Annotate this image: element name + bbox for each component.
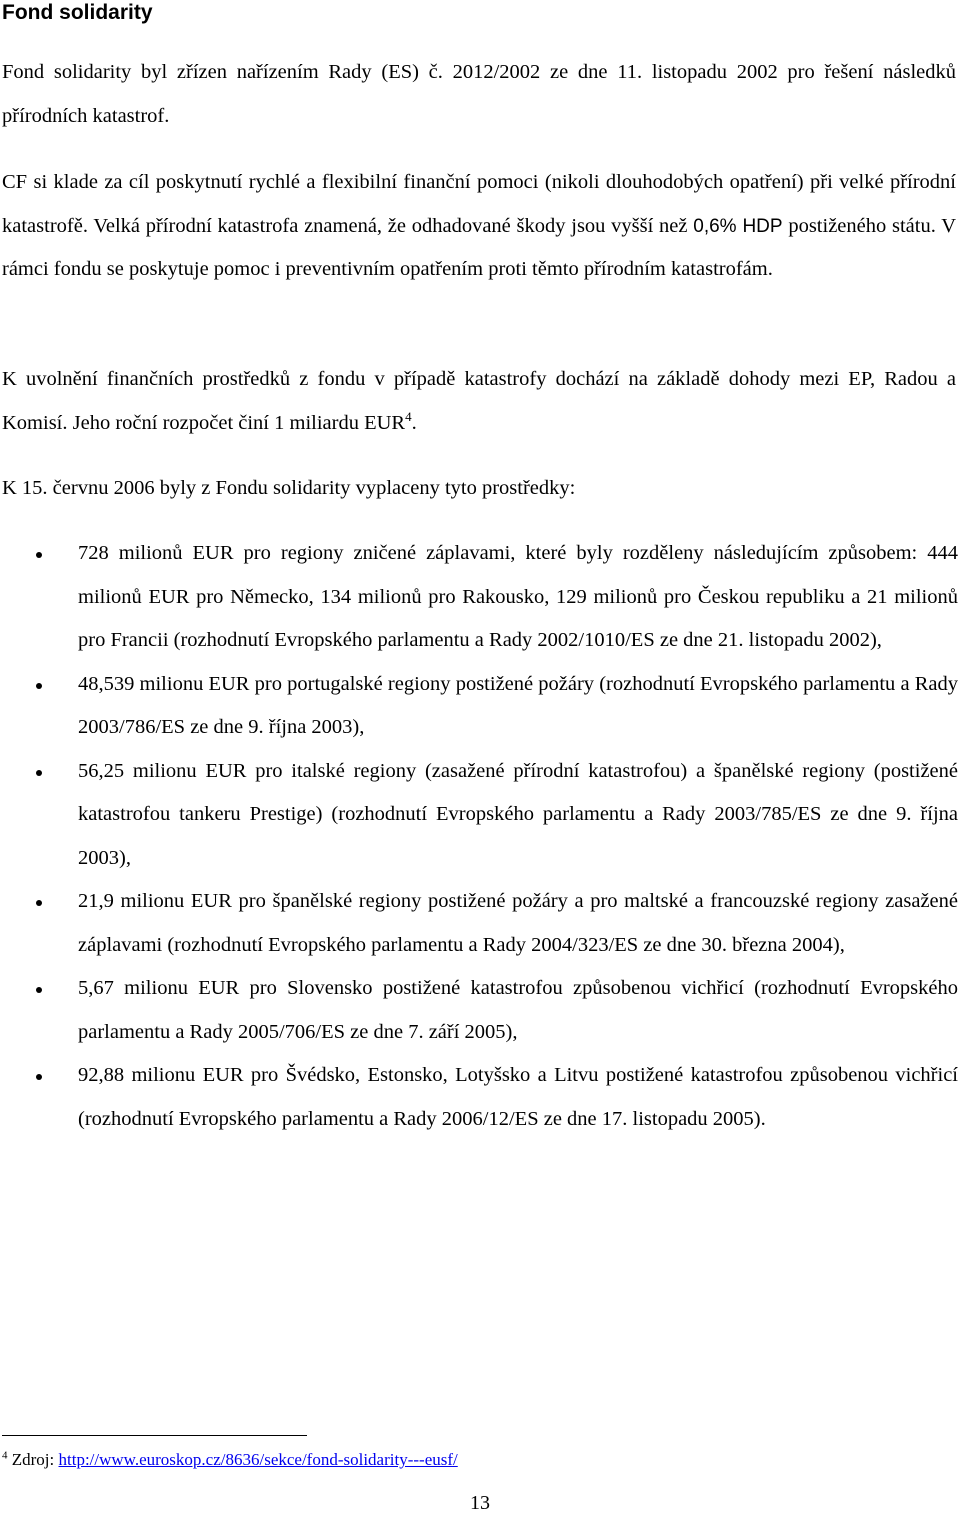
list-item-text: 92,88 milionu EUR pro Švédsko, Estonsko, Lotyšsko a Litvu postižené katastrofou způsobenou vichřicí (rozhodnutí Evropského parlamentu a Rady 2006/12/ES ze dne 17. listopadu 2005). xyxy=(78,1064,958,1130)
bullet-icon xyxy=(36,900,42,906)
list-item-text: 48,539 milionu EUR pro portugalské regiony postižené požáry (rozhodnutí Evropského parlamentu a Rady 2003/786/ES ze dne 9. října 2003), xyxy=(78,672,958,738)
footnote-number: 4 xyxy=(2,1449,8,1462)
list-item-text: 5,67 milionu EUR pro Slovensko postižené katastrofou způsobenou vichřicí (rozhodnutí Evropského parlamentu a Rady 2005/706/ES ze dne 7. září 2005), xyxy=(78,977,958,1043)
list-item xyxy=(0,532,958,663)
payments-list xyxy=(0,532,958,1141)
list-item xyxy=(0,750,958,881)
list-item xyxy=(0,967,958,1054)
list-item xyxy=(0,663,958,750)
paragraph-cf-purpose xyxy=(2,161,956,292)
paragraph-cf-purpose-text-a: CF si klade za cíl poskytnutí rychlé a flexibilní finanční pomoci (nikoli dlouhodobých opatření) při velké přírodní katastrofě. Velká přírodní katastrofa znamená, že odhadované škody jsou vyšší než xyxy=(2,171,956,237)
footnote-source-link[interactable]: http://www.euroskop.cz/8636/sekce/fond-solidarity---eusf/ xyxy=(58,1450,458,1469)
footnote-separator xyxy=(2,1435,307,1436)
paragraph-payments-intro: K 15. červnu 2006 byly z Fondu solidarity vyplaceny tyto prostředky: xyxy=(2,477,576,499)
paragraph-release-funds-end: . xyxy=(411,411,417,434)
list-item-text: 728 milionů EUR pro regiony zničené záplavami, které byly rozděleny následujícím způsobem: 444 milionů EUR pro Německo, 134 milionů pro Rakousko, 129 milionů pro Českou republiku a 21 milionů pro Francii (rozhodnutí Evropského parlamentu a Rady 2002/1010/ES ze dne 21. listopadu 2002), xyxy=(78,542,958,651)
list-item xyxy=(0,880,958,967)
list-item-text: 21,9 milionu EUR pro španělské regiony postižené požáry a pro maltské a francouzské regiony zasažené záplavami (rozhodnutí Evropského parlamentu a Rady 2004/323/ES ze dne 30. března 2004), xyxy=(78,890,958,956)
list-item xyxy=(0,1054,958,1141)
section-heading: Fond solidarity xyxy=(2,1,153,24)
paragraph-cf-purpose-text-c: postiženého státu. V rámci fondu se poskytuje pomoc i preventivním opatřením proti těmto přírodním katastrofám. xyxy=(2,214,956,280)
page-number: 13 xyxy=(470,1492,490,1514)
paragraph-release-funds-text: K uvolnění finančních prostředků z fondu v případě katastrofy dochází na základě dohody mezi EP, Radou a Komisí. Jeho roční rozpočet činí 1 miliardu EUR xyxy=(2,368,956,434)
bullet-icon xyxy=(36,770,42,776)
paragraph-cf-purpose-gdp: 0,6% HDP xyxy=(693,215,783,237)
bullet-icon xyxy=(36,683,42,689)
paragraph-intro: Fond solidarity byl zřízen nařízením Rady (ES) č. 2012/2002 ze dne 11. listopadu 2002 pro řešení následků přírodních katastrof. xyxy=(2,61,956,127)
list-item-text: 56,25 milionu EUR pro italské regiony (zasažené přírodní katastrofou) a španělské regiony (postižené katastrofou tankeru Prestige) (rozhodnutí Evropského parlamentu a Rady 2003/785/ES ze dne 9. října 2003), xyxy=(78,759,958,869)
bullet-icon xyxy=(36,552,42,558)
bullet-icon xyxy=(36,1074,42,1080)
footnote xyxy=(2,1450,458,1470)
footnote-reference[interactable]: 4 xyxy=(405,408,412,424)
bullet-icon xyxy=(36,987,42,993)
paragraph-release-funds xyxy=(2,358,956,445)
footnote-label: Zdroj: xyxy=(7,1450,59,1469)
